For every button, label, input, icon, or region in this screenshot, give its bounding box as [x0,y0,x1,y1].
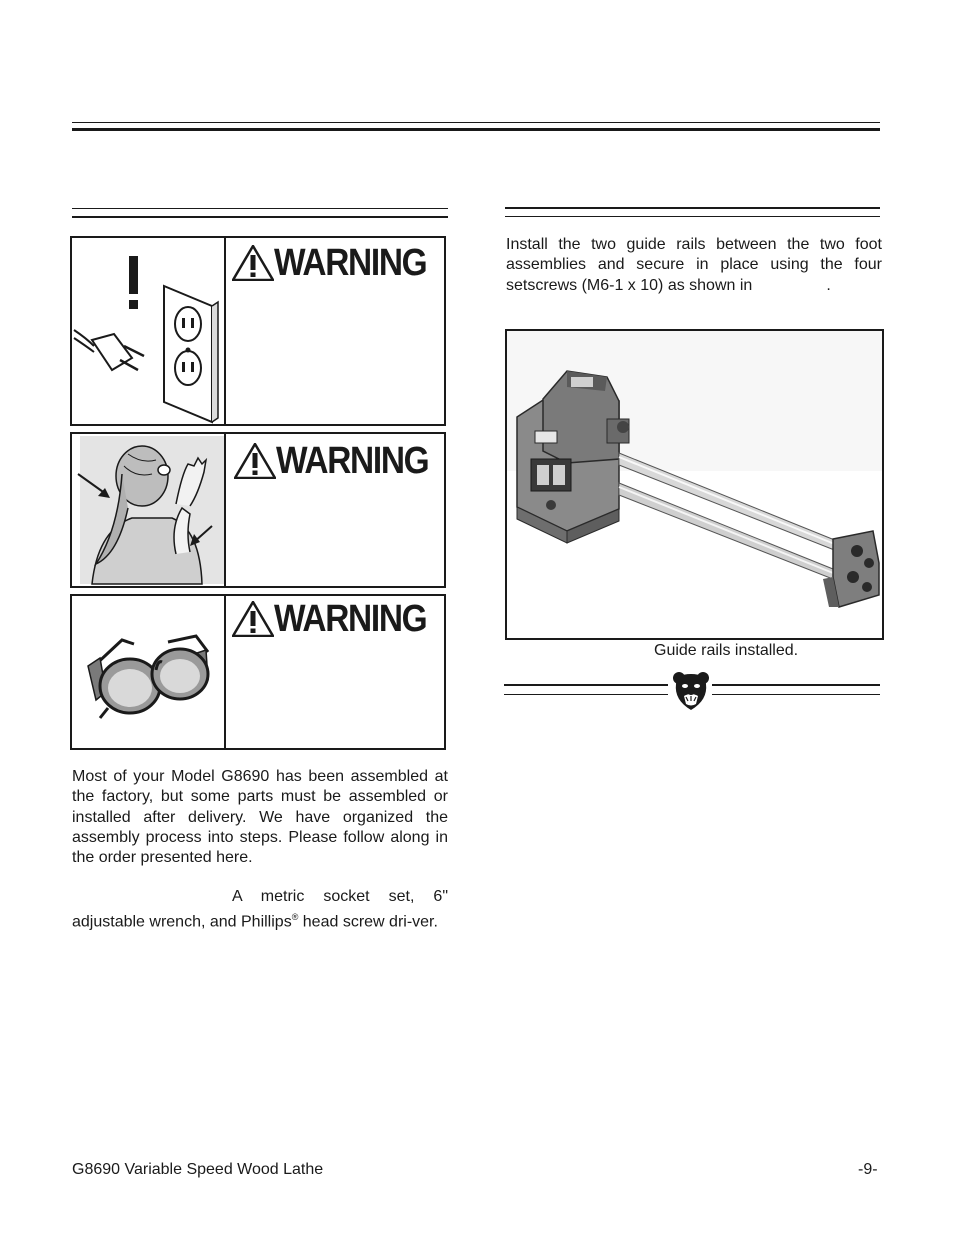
figure-caption: Guide rails installed. [654,642,799,659]
instruction-period: . [826,276,831,294]
warning-heading-text: WARNING [274,242,427,284]
footer-title: G8690 Variable Speed Wood Lathe [72,1161,324,1178]
guide-rails-photo [505,329,884,640]
warning-heading [232,244,447,282]
safety-glasses-icon [72,596,224,748]
instruction-text: Install the two guide rails between the two foot assemblies and secure in place using the four setscrews (M6-1 x 10) as shown in [506,236,882,294]
end-rule-thin-right [712,694,880,695]
warning-box-divider [224,238,226,424]
warning-box-divider [224,596,226,748]
top-rule-thin [72,122,880,123]
warning-box-hair [70,432,446,588]
end-rule-thin-left [504,694,668,695]
warning-triangle-icon [232,601,274,637]
warning-box-divider [224,434,226,586]
warning-heading [234,442,449,480]
tools-text-end: head screw dri-ver. [298,913,438,931]
footer-page-number: -9- [858,1161,878,1178]
registered-mark: ® [291,912,299,923]
end-rule-thick-right [712,684,880,686]
warning-box-unplug [70,236,446,426]
warning-heading-text: WARNING [274,598,427,640]
warning-heading [232,600,447,638]
left-section-rule-thin [72,208,448,209]
intro-paragraph: Most of your Model G8690 has been assembled at the factory, but some parts must be assembled or installed after delivery. We have organized the assembly process into steps. Please follow along in the order presented here. [72,768,448,867]
warning-heading-text: WARNING [276,440,429,482]
unplug-power-cord-icon [72,238,224,424]
right-section-rule-thick [505,207,880,209]
top-rule-thick [72,128,880,131]
right-section-rule-thin [505,216,880,217]
tools-text: A metric socket set, 6" adjustable wrench, and Phillips [72,888,448,931]
tie-back-hair-icon [72,434,224,586]
end-rule-thick-left [504,684,668,686]
bear-head-logo [672,670,710,717]
tools-paragraph [72,887,448,933]
warning-triangle-icon [234,443,276,479]
instruction-paragraph [506,235,882,296]
warning-box-glasses [70,594,446,750]
warning-triangle-icon [232,245,274,281]
left-section-rule [72,216,448,218]
